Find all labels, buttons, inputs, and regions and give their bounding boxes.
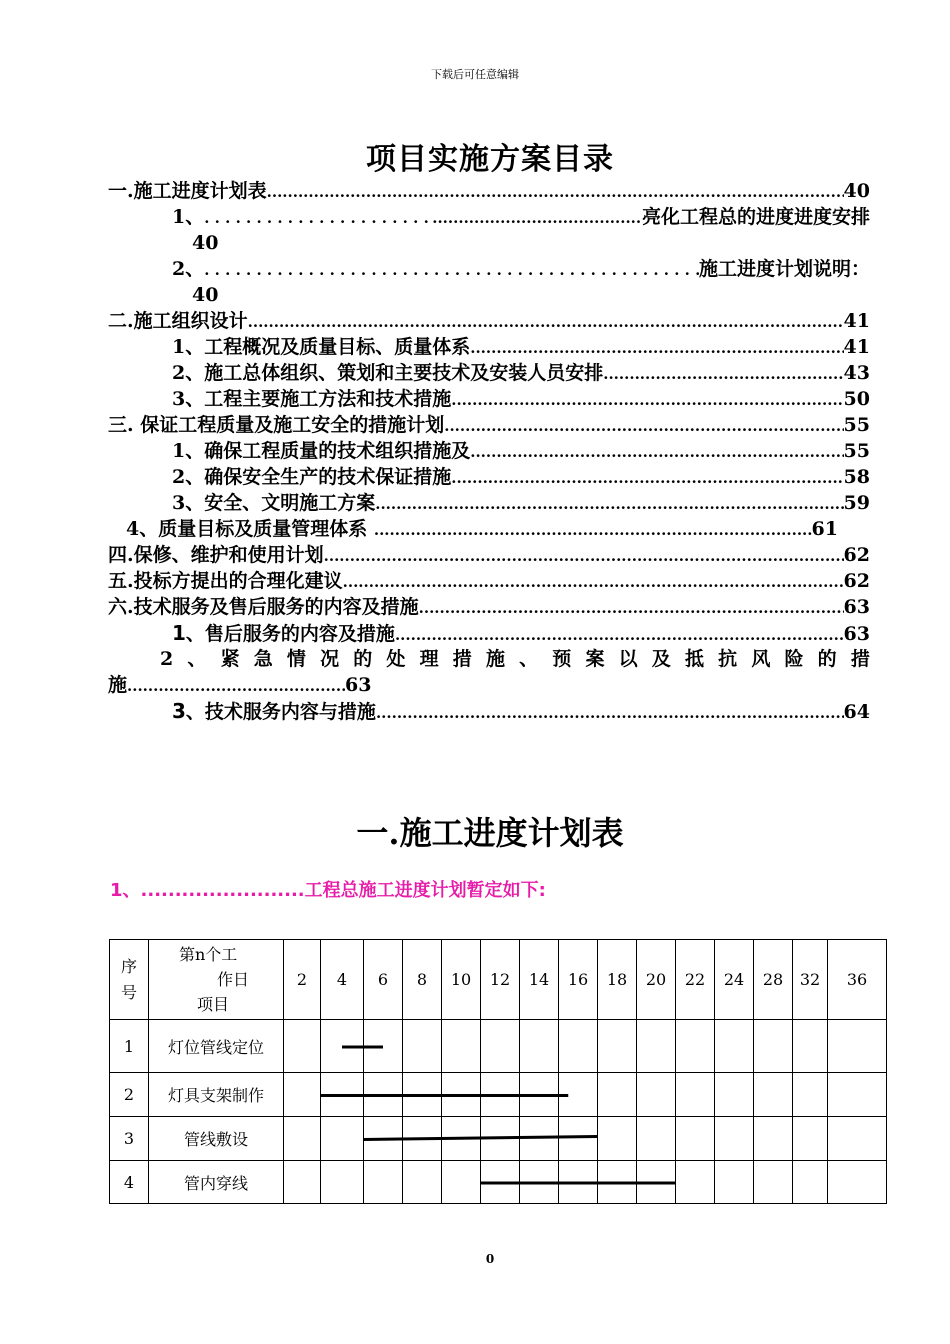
toc-entry-label: 三. 保证工程质量及施工安全的措施计划	[108, 414, 445, 436]
timeline-cell	[637, 1073, 676, 1117]
toc-leader	[343, 569, 844, 594]
toc-entry-label: 施工进度计划说明：	[698, 258, 870, 280]
timeline-cell	[754, 1161, 793, 1204]
subheading-leader: ........................	[140, 880, 305, 901]
timeline-cell	[559, 1020, 598, 1073]
timeline-cell	[637, 1161, 676, 1204]
toc-entry-char: 风	[751, 648, 771, 670]
toc-entry-char: 施	[485, 648, 505, 670]
task-name-cell: 灯位管线定位	[149, 1020, 284, 1073]
timeline-cell	[284, 1073, 321, 1117]
toc-entry[interactable]	[108, 308, 870, 334]
toc-page-number: 40	[843, 180, 870, 202]
timeline-cell	[793, 1020, 828, 1073]
timeline-cell	[481, 1020, 520, 1073]
header-item-line3: 项目	[197, 995, 230, 1014]
toc-entry-char: 、	[187, 648, 207, 670]
timeline-cell	[284, 1161, 321, 1204]
timeline-cell	[754, 1073, 793, 1117]
toc-entry-continuation	[108, 672, 870, 698]
header-item-line1: 第n个工	[179, 945, 238, 964]
toc-entry-label: 2、施工总体组织、策划和主要技术及安装人员安排	[172, 362, 604, 384]
toc-page-number: 50	[843, 388, 870, 410]
toc-entry-continuation	[108, 282, 870, 308]
timeline-cell	[321, 1073, 364, 1117]
toc-entry-number: 1、	[172, 206, 205, 228]
toc-entry[interactable]	[108, 698, 870, 724]
timeline-cell	[559, 1073, 598, 1117]
toc-entry-char: 急	[253, 648, 273, 670]
toc-entry-char: 以	[618, 648, 638, 670]
row-number-cell: 1	[110, 1020, 149, 1073]
timeline-cell	[364, 1073, 403, 1117]
header-cell-item	[149, 940, 284, 1020]
toc-entry-char: 的	[817, 648, 837, 670]
day-header-cell: 10	[442, 940, 481, 1020]
timeline-cell	[828, 1020, 887, 1073]
toc-entry-char: 预	[552, 648, 572, 670]
timeline-cell	[793, 1161, 828, 1204]
toc-entry-label: 、售后服务的内容及措施	[185, 623, 395, 645]
table-of-contents	[108, 178, 870, 724]
timeline-cell	[637, 1020, 676, 1073]
subheading-number: 1、	[110, 880, 141, 901]
toc-leader	[374, 517, 812, 542]
timeline-cell	[442, 1161, 481, 1204]
timeline-cell	[321, 1117, 364, 1161]
timeline-cell	[598, 1073, 637, 1117]
timeline-cell	[364, 1117, 403, 1161]
toc-entry-label: 2、确保安全生产的技术保证措施	[172, 466, 452, 488]
toc-entry-label: 六.技术服务及售后服务的内容及措施	[108, 596, 419, 618]
toc-page-number: 55	[843, 414, 870, 436]
timeline-cell	[715, 1073, 754, 1117]
table-header-row	[110, 940, 887, 1020]
timeline-cell	[715, 1161, 754, 1204]
toc-entry[interactable]	[108, 256, 870, 282]
toc-entry-label: 3、工程主要施工方法和技术措施	[172, 388, 452, 410]
toc-entry-number: 2、	[172, 258, 205, 280]
toc-entry-char: 案	[585, 648, 605, 670]
timeline-cell	[559, 1161, 598, 1204]
toc-entry-label: 、技术服务内容与措施	[185, 701, 376, 723]
toc-leader	[432, 205, 642, 230]
document-title: 项目实施方案目录	[366, 142, 614, 177]
toc-entry-label: 一.施工进度计划表	[108, 180, 267, 202]
timeline-cell	[598, 1161, 637, 1204]
toc-entry-label: 四.保修、维护和使用计划	[108, 544, 324, 566]
toc-entry[interactable]	[108, 386, 870, 412]
timeline-cell	[520, 1020, 559, 1073]
toc-leader	[419, 595, 844, 620]
timeline-cell	[442, 1073, 481, 1117]
subheading-text: 工程总施工进度计划暂定如下:	[304, 880, 546, 901]
timeline-cell	[364, 1020, 403, 1073]
day-header-cell: 36	[828, 940, 887, 1020]
toc-entry[interactable]	[108, 568, 870, 594]
row-number-cell: 2	[110, 1073, 149, 1117]
task-name-cell: 管内穿线	[149, 1161, 284, 1204]
toc-entry-char: 措	[452, 648, 472, 670]
toc-page-number: 58	[843, 466, 870, 488]
header-cell-no	[110, 940, 149, 1020]
toc-entry[interactable]	[108, 334, 870, 360]
timeline-cell	[321, 1161, 364, 1204]
header-item-line2: 作日	[217, 970, 250, 989]
toc-page-number: 64	[843, 701, 870, 723]
toc-entry[interactable]	[108, 204, 870, 230]
timeline-cell	[403, 1073, 442, 1117]
timeline-cell	[676, 1161, 715, 1204]
timeline-cell	[481, 1117, 520, 1161]
timeline-cell	[520, 1117, 559, 1161]
schedule-subheading	[110, 876, 546, 902]
toc-leader	[451, 387, 843, 412]
timeline-cell	[754, 1020, 793, 1073]
toc-entry-char: 抵	[684, 648, 704, 670]
toc-entry[interactable]	[108, 438, 870, 464]
day-header-cell: 28	[754, 940, 793, 1020]
toc-leader	[267, 179, 844, 204]
toc-entry-char: 2	[160, 648, 174, 670]
toc-page-number: 40	[192, 232, 219, 254]
task-name-cell: 灯具支架制作	[149, 1073, 284, 1117]
toc-page-number: 61	[811, 518, 838, 540]
toc-entry-char: 的	[353, 648, 373, 670]
timeline-cell	[598, 1020, 637, 1073]
day-header-cell: 4	[321, 940, 364, 1020]
timeline-cell	[793, 1117, 828, 1161]
toc-page-number: 62	[843, 570, 870, 592]
toc-entry-char: 处	[386, 648, 406, 670]
toc-entry-label: 五.投标方提出的合理化建议	[108, 570, 343, 592]
toc-entry[interactable]	[108, 620, 870, 646]
toc-entry-char: 险	[784, 648, 804, 670]
timeline-cell	[715, 1020, 754, 1073]
header-no-text: 序号	[120, 956, 137, 1002]
timeline-cell	[676, 1020, 715, 1073]
toc-leader	[395, 622, 844, 646]
table-row	[110, 1073, 887, 1117]
timeline-cell	[403, 1020, 442, 1073]
toc-leader	[204, 257, 699, 282]
toc-leader	[204, 205, 432, 230]
timeline-cell	[364, 1161, 403, 1204]
toc-leader	[451, 465, 843, 490]
timeline-cell	[403, 1117, 442, 1161]
toc-entry[interactable]	[108, 412, 870, 438]
toc-page-number: 62	[843, 544, 870, 566]
toc-entry-char: 理	[419, 648, 439, 670]
toc-page-number: 63	[843, 596, 870, 618]
timeline-cell	[559, 1117, 598, 1161]
task-name-cell: 管线敷设	[149, 1117, 284, 1161]
timeline-cell	[828, 1073, 887, 1117]
timeline-cell	[676, 1117, 715, 1161]
toc-entry-char: 抗	[718, 648, 738, 670]
toc-leader	[444, 413, 843, 438]
toc-leader	[470, 335, 843, 360]
toc-leader	[324, 543, 844, 568]
toc-entry-number: 1	[172, 621, 186, 645]
toc-page-number: 63	[843, 623, 870, 645]
toc-entry[interactable]	[108, 542, 870, 568]
timeline-cell	[481, 1161, 520, 1204]
timeline-cell	[828, 1117, 887, 1161]
row-number-cell: 4	[110, 1161, 149, 1204]
toc-entry-char: 紧	[220, 648, 240, 670]
timeline-cell	[403, 1161, 442, 1204]
day-header-cell: 24	[715, 940, 754, 1020]
timeline-cell	[442, 1117, 481, 1161]
timeline-cell	[481, 1073, 520, 1117]
day-header-cell: 2	[284, 940, 321, 1020]
day-header-cell: 16	[559, 940, 598, 1020]
timeline-cell	[284, 1020, 321, 1073]
page-header: 下载后可任意编辑	[431, 68, 519, 81]
toc-entry[interactable]	[108, 464, 870, 490]
toc-leader	[603, 361, 843, 386]
timeline-cell	[520, 1161, 559, 1204]
toc-page-number: 41	[843, 336, 870, 358]
toc-entry-char: 情	[286, 648, 306, 670]
timeline-cell	[754, 1117, 793, 1161]
timeline-cell	[828, 1161, 887, 1204]
section-title: 一.施工进度计划表	[356, 814, 624, 852]
toc-page-number: 40	[192, 284, 219, 306]
toc-entry[interactable]	[108, 178, 870, 204]
page-number: 0	[485, 1252, 495, 1266]
toc-entry-char: 况	[320, 648, 340, 670]
toc-leader	[376, 700, 844, 724]
toc-page-number: 59	[843, 492, 870, 514]
toc-entry[interactable]	[108, 360, 870, 386]
toc-leader	[127, 673, 345, 698]
row-number-cell: 3	[110, 1117, 149, 1161]
day-header-cell: 22	[676, 940, 715, 1020]
toc-entry[interactable]	[108, 516, 838, 542]
toc-page-number: 55	[843, 440, 870, 462]
timeline-cell	[637, 1117, 676, 1161]
toc-entry-label: 亮化工程总的进度进度安排	[641, 206, 870, 228]
toc-leader	[375, 491, 843, 516]
toc-page-number: 63	[345, 674, 372, 696]
timeline-cell	[715, 1117, 754, 1161]
toc-entry-label: 施	[108, 674, 128, 696]
day-header-cell: 20	[637, 940, 676, 1020]
day-header-cell: 12	[481, 940, 520, 1020]
day-header-cell: 6	[364, 940, 403, 1020]
toc-leader	[248, 309, 844, 334]
timeline-cell	[598, 1117, 637, 1161]
toc-entry-continuation	[108, 230, 870, 256]
schedule-table	[109, 939, 887, 1204]
table-row	[110, 1020, 887, 1073]
day-header-cell: 8	[403, 940, 442, 1020]
toc-entry-label: 1、确保工程质量的技术组织措施及	[172, 440, 471, 462]
toc-entry-label: 3、安全、文明施工方案	[172, 492, 376, 514]
toc-entry-char: 及	[651, 648, 671, 670]
toc-entry[interactable]	[108, 490, 870, 516]
toc-page-number: 41	[843, 310, 870, 332]
timeline-cell	[321, 1020, 364, 1073]
toc-entry-char: 措	[850, 648, 870, 670]
table-row	[110, 1161, 887, 1204]
toc-entry[interactable]	[108, 646, 870, 672]
toc-entry-label: 1、工程概况及质量目标、质量体系	[172, 336, 471, 358]
timeline-cell	[676, 1073, 715, 1117]
day-header-cell: 18	[598, 940, 637, 1020]
toc-leader	[470, 439, 843, 464]
toc-entry-label: 4、质量目标及质量管理体系	[126, 518, 374, 540]
toc-entry-char: 、	[519, 648, 539, 670]
timeline-cell	[520, 1073, 559, 1117]
toc-entry-number: 3	[172, 699, 186, 723]
day-header-cell: 32	[793, 940, 828, 1020]
toc-page-number: 43	[843, 362, 870, 384]
toc-entry[interactable]	[108, 594, 870, 620]
timeline-cell	[442, 1020, 481, 1073]
timeline-cell	[284, 1117, 321, 1161]
table-row	[110, 1117, 887, 1161]
timeline-cell	[793, 1073, 828, 1117]
toc-entry-label: 二.施工组织设计	[108, 310, 248, 332]
day-header-cell: 14	[520, 940, 559, 1020]
